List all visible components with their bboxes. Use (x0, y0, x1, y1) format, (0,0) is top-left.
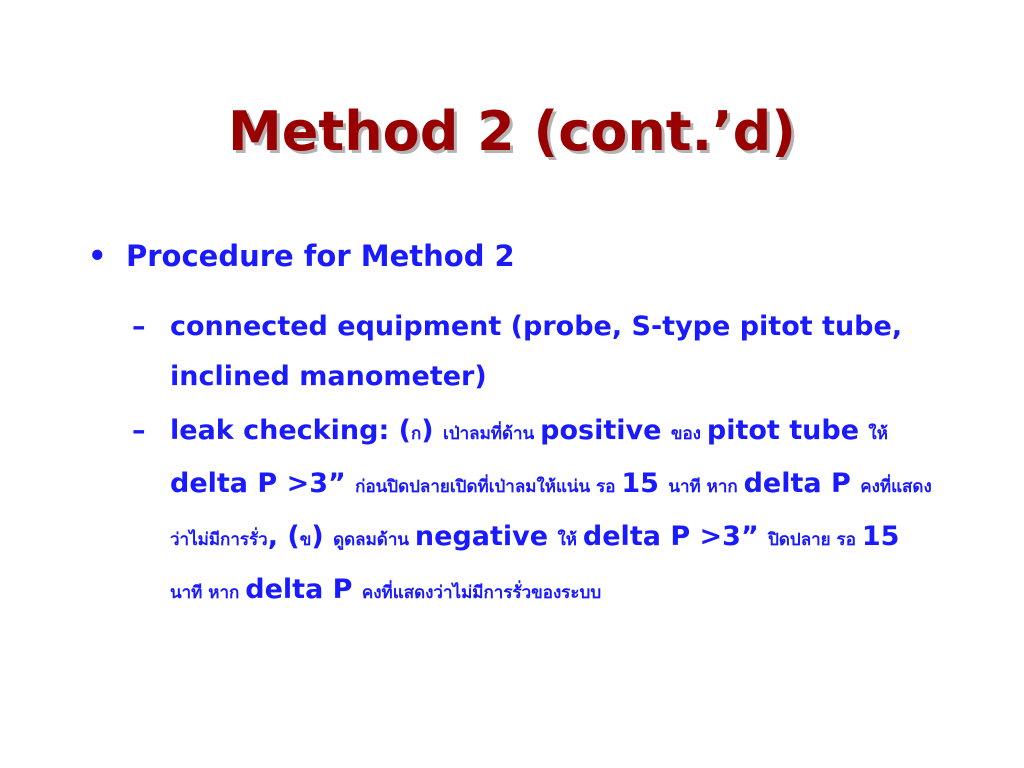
sub-item-text (170, 406, 932, 618)
text-segment: negative (414, 521, 558, 552)
sub-item-leak-checking (132, 406, 932, 618)
thai-text-segment: ปิดปลาย รอ (768, 530, 862, 550)
thai-text-segment: ดูดลมด้าน (333, 530, 415, 550)
thai-text-segment: ข (299, 530, 312, 550)
bullet-marker: • (88, 239, 107, 273)
thai-text-segment: ให้ (868, 424, 888, 444)
thai-text-segment: ให้ (557, 530, 583, 550)
text-segment: 15 (861, 521, 900, 552)
thai-text-segment: เป่าลมที่ด้าน (443, 424, 541, 444)
thai-text-segment: นาที หาก (668, 477, 744, 497)
thai-text-segment: นาที หาก (170, 583, 246, 603)
text-segment: , ( (267, 521, 300, 552)
thai-text-segment: คงที่แสดงว่าไม่มีการรั่วของระบบ (361, 583, 602, 603)
thai-text-segment: ของ (670, 424, 707, 444)
thai-text-segment: ก (410, 424, 422, 444)
slide-title: Method 2 (cont.’d) (228, 100, 796, 163)
dash-marker: – (132, 311, 146, 342)
text-segment: delta P (245, 574, 362, 605)
text-segment: ) (421, 415, 444, 446)
text-segment: delta P >3” (170, 468, 356, 499)
dash-marker: – (132, 415, 146, 446)
thai-text-segment: ก่อนปิดปลายเปิดที่เป่าลมให้แน่น รอ (355, 477, 622, 497)
text-segment: 15 (621, 468, 669, 499)
text-segment: pitot tube (706, 415, 869, 446)
bullet-text: Procedure for Method 2 (126, 239, 515, 273)
sub-item-text: connected equipment (probe, S-type pitot tube, inclined manometer) (170, 311, 903, 392)
text-segment: delta P >3” (582, 521, 769, 552)
text-segment: delta P (743, 468, 861, 499)
bullet-item (88, 230, 968, 282)
text-segment: leak checking: ( (170, 415, 411, 446)
text-segment: positive (540, 415, 671, 446)
thai-text-segment: คงที่แสดงว่าไม่มีการรั่ว (170, 477, 932, 550)
text-segment: ) (311, 521, 334, 552)
sub-item-equipment (132, 302, 932, 402)
